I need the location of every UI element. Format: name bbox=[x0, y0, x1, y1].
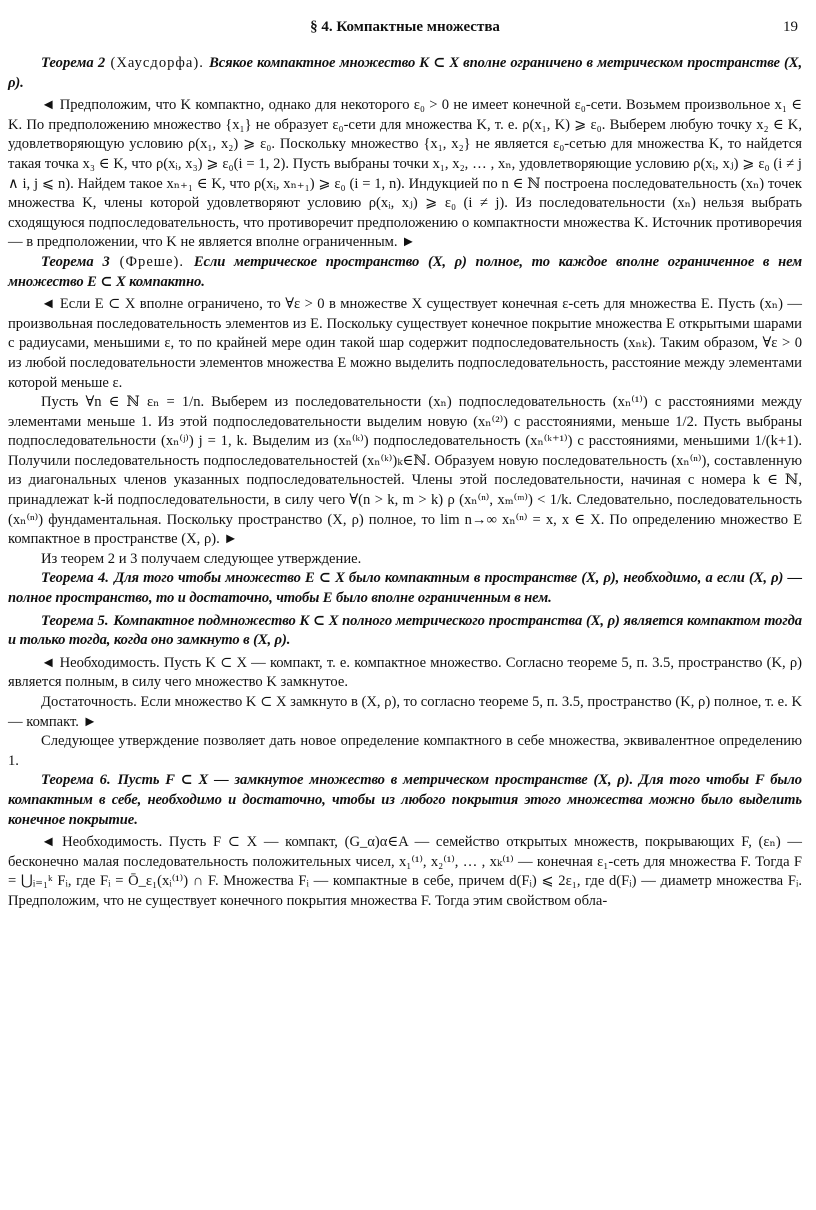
theorem-statement: Всякое компактное множество K ⊂ X вполне ограничено в метрическом пространстве (X, ρ). bbox=[8, 55, 802, 91]
page-header bbox=[8, 14, 802, 36]
proof-paragraph: ◄ Необходимость. Пусть K ⊂ X — компакт, т. е. компактное множество. Согласно теореме 5, п. 3.5, пространство (K, ρ) является полным, в силу чего множество K замкнутое. bbox=[8, 654, 802, 691]
text-paragraph: Следующее утверждение позволяет дать новое определение компактного в себе множества, эквивалентное определению 1. bbox=[8, 733, 802, 769]
theorem-statement: Для того чтобы множество E ⊂ X было компактным в пространстве (X, ρ), необходимо, а если (X, ρ) — полное пространство, то и достаточно, чтобы E было вполне ограниченным в нем. bbox=[8, 570, 802, 607]
proof-paragraph: ◄ Необходимость. Пусть F ⊂ X — компакт, (G_α)α∈A — семейство открытых множеств, покрывающих F, (εₙ) — бесконечно малая последовательность положительных чисел, x₁⁽¹⁾, x₂⁽¹⁾, … , xₖ⁽¹⁾ — конечная ε₁-сеть для множества F. Тогда F = ⋃ᵢ₌₁ᵏ Fᵢ, где Fᵢ = Ō_ε₁(xᵢ⁽¹⁾) ∩ F. Множества Fᵢ — компактные в себе, причем d(Fᵢ) ⩽ 2ε₁, где d(Fᵢ) — диаметр множества Fᵢ. Предположим, что не существует конечного покрытия множества F. Тогда этим свойством обла- bbox=[8, 834, 802, 909]
text-paragraph: Пусть ∀n ∈ ℕ εₙ = 1/n. Выберем из последовательности (xₙ) подпоследовательность (xₙ⁽¹⁾) с расстояниями между элементами меньше 1. Из этой подпоследовательности выделим новую (xₙ⁽²⁾) с расстояниями, меньше 1/2. Пусть выбраны подпоследовательности (xₙ⁽ʲ⁾) j = 1, k. Выделим из (xₙ⁽ᵏ⁾) подпоследовательность (xₙ⁽ᵏ⁺¹⁾) с расстояниями, меньшими 1/(k+1). Получили последовательность подпоследовательностей (xₙ⁽ᵏ⁾)ₖ∈ℕ. Образуем новую последовательность (xₙ⁽ⁿ⁾), составленную из диагональных членов указанных подпоследовательностей. Члены этой последовательности, начиная с номера k ∈ ℕ, принадлежат k-й подпоследовательности, в силу чего ∀(n > k, m > k) ρ (xₙ⁽ⁿ⁾, xₘ⁽ᵐ⁾) < 1/k. Следовательно, последовательность (xₙ⁽ⁿ⁾) фундаментальная. Поскольку пространство (X, ρ) полное, то lim n→∞ xₙ⁽ⁿ⁾ = x, x ∈ X. По определению множество E компактное в пространстве (X, ρ). ► bbox=[8, 394, 802, 548]
theorem-2 bbox=[8, 54, 802, 93]
theorem-name bbox=[111, 772, 118, 788]
theorem-statement: Пусть F ⊂ X — замкнутое множество в метрическом пространстве (X, ρ). Для того чтобы F было компактным в себе, необходимо и достаточно, чтобы из любого покрытия этого множества можно было выделить конечное покрытие. bbox=[8, 772, 802, 828]
proof-paragraph: ◄ Предположим, что K компактно, однако для некоторого ε₀ > 0 не имеет конечной ε₀-сети. Возьмем произвольное x₁ ∈ K. По предположению множество {x₁} не образует ε₀-сети для множества K, т. е. ρ(x₁, K) ⩾ ε₀. Выберем любую точку x₂ ∈ K, удовлетворяющую условию ρ(x₁, x₂) ⩾ ε₀. Поскольку множество {x₁, x₂} не является ε₀-сетью для множества K, то найдется такая точка x₃ ∈ K, что ρ(xᵢ, x₃) ⩾ ε₀(i = 1, 2). Пусть выбраны точки x₁, x₂, … , xₙ, удовлетворяющие условию ρ(xᵢ, xⱼ) ⩾ ε₀ (i ≠ j ∧ i, j ⩽ n). Найдем такое xₙ₊₁ ∈ K, что ρ(xᵢ, xₙ₊₁) ⩾ ε₀ (i = 1, n). Индукцией по n ∈ ℕ построена последовательность (xₙ) точек множества K, члены которой удовлетворяют условию ρ(xᵢ, xⱼ) ⩾ ε₀ (i ≠ j). Из последовательности (xₙ) нельзя выбрать сходящуюся подпоследовательность, что противоречит предположению о компактности множества K. Источник противоречия — в предположении, что K не является вполне ограниченным. ► bbox=[8, 97, 802, 251]
text-paragraph: Достаточность. Если множество K ⊂ X замкнуто в (X, ρ), то согласно теореме 5, п. 3.5, пространство (K, ρ) полное, т. е. K — компакт. ► bbox=[8, 694, 802, 730]
theorem-label: Теорема 2 bbox=[41, 55, 106, 71]
theorem-name: (Фреше). bbox=[109, 253, 194, 270]
theorem-statement: Компактное подмножество K ⊂ X полного метрического пространства (X, ρ) является компактом тогда и только тогда, когда оно замкнуто в (X, ρ). bbox=[8, 612, 802, 649]
page-number: 19 bbox=[783, 19, 798, 35]
theorem-label: Теорема 3 bbox=[41, 253, 110, 270]
section-title: § 4. Компактные множества bbox=[310, 19, 500, 35]
theorem-4 bbox=[8, 569, 802, 608]
theorem-label: Теорема 6. bbox=[41, 772, 111, 789]
theorem-label: Теорема 4. bbox=[41, 570, 109, 587]
theorem-6 bbox=[8, 771, 802, 830]
theorem-statement: Если метрическое пространство (X, ρ) полное, то каждое вполне ограниченное в нем множество E ⊂ X компактно. bbox=[8, 253, 802, 290]
theorem-5 bbox=[8, 612, 802, 651]
theorem-label: Теорема 5. bbox=[41, 612, 109, 629]
proof-paragraph: ◄ Если E ⊂ X вполне ограничено, то ∀ε > 0 в множестве X существует конечная ε-сеть для множества E. Пусть (xₙ) — произвольная последовательность элементов из E. Поскольку существует конечное покрытие множества E открытыми шарами с радиусами, меньшими ε, то по крайней мере один такой шар содержит подпоследовательность (xₙₖ). Таким образом, ∀ε > 0 из любой последовательности элементов множества E можно выделить подпоследовательность, расстояние между элементами которой меньше ε. bbox=[8, 296, 802, 391]
text-paragraph: Из теорем 2 и 3 получаем следующее утверждение. bbox=[41, 550, 362, 567]
theorem-3 bbox=[8, 253, 802, 292]
theorem-name: (Хаусдорфа). bbox=[105, 55, 210, 71]
